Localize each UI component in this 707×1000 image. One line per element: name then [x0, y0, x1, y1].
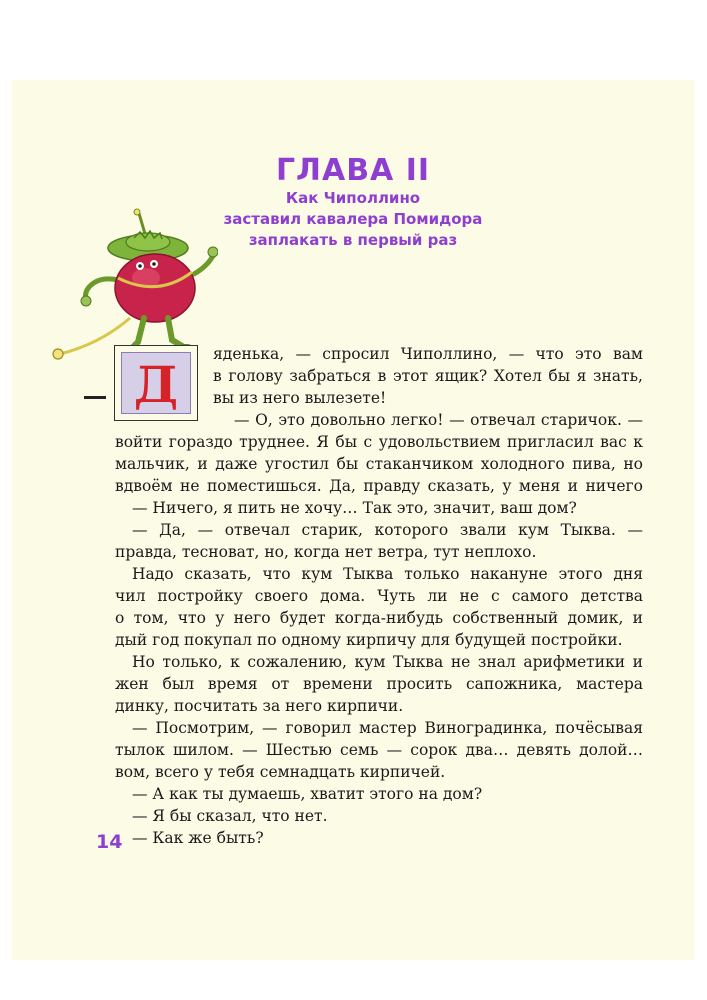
- text-line-23: — Как же быть?: [132, 829, 264, 847]
- text-line-16: жен был время от времени просить сапожника, мастера: [115, 675, 643, 693]
- book-page: [12, 80, 694, 960]
- chapter-subtitle-line-3: заплакать в первый раз: [248, 231, 458, 249]
- text-line-7: вдвоём не поместишься. Да, правду сказать, у меня и ничего: [115, 477, 643, 495]
- text-line-14: дый год покупал по одному кирпичу для будущей постройки.: [115, 631, 623, 649]
- text-line-3: вы из него вылезете!: [213, 389, 387, 407]
- text-line-18: — Посмотрим, — говорил мастер Виноградинка, почёсывая: [132, 719, 643, 737]
- dropcap-letter: Д: [133, 355, 179, 414]
- text-line-2: в голову забраться в этот ящик? Хотел бы я знать,: [213, 367, 643, 385]
- chapter-title: ГЛАВА II: [275, 153, 431, 188]
- text-line-5: войти гораздо труднее. Я бы с удовольствием пригласил вас к: [115, 433, 643, 451]
- text-line-1: яденька, — спросил Чиполлино, — что это вам: [213, 345, 643, 363]
- chapter-subtitle-line-2: заставил кавалера Помидора: [223, 210, 483, 228]
- page-number: 14: [96, 831, 123, 853]
- text-line-22: — Я бы сказал, что нет.: [132, 807, 328, 825]
- text-line-19: тылок шилом. — Шестью семь — сорок два… девять долой…: [115, 741, 643, 759]
- text-line-11: Надо сказать, что кум Тыква только накануне этого дня: [132, 565, 643, 583]
- text-line-9: — Да, — отвечал старик, которого звали кум Тыква. —: [132, 521, 643, 539]
- body-text: [115, 343, 643, 849]
- chapter-subtitle-line-1: Как Чиполлино: [285, 189, 421, 207]
- text-line-15: Но только, к сожалению, кум Тыква не знал арифметики и: [132, 653, 643, 671]
- text-line-21: — А как ты думаешь, хватит этого на дом?: [132, 785, 483, 803]
- text-line-10: правда, тесноват, но, когда нет ветра, тут неплохо.: [115, 543, 537, 561]
- text-line-8: — Ничего, я пить не хочу… Так это, значит, ваш дом?: [132, 499, 577, 517]
- text-line-4: — О, это довольно легко! — отвечал старичок. —: [234, 411, 643, 429]
- text-line-17: динку, посчитать за него кирпичи.: [115, 697, 404, 715]
- dropcap-dash: [84, 396, 106, 399]
- text-line-12: чил постройку своего дома. Чуть ли не с самого детства: [115, 587, 643, 605]
- text-line-20: вом, всего у тебя семнадцать кирпичей.: [115, 763, 446, 781]
- text-line-6: мальчик, и даже угостил бы стаканчиком холодного пива, но: [115, 455, 643, 473]
- text-line-13: о том, что у него будет когда-нибудь собственный домик, и: [115, 609, 643, 627]
